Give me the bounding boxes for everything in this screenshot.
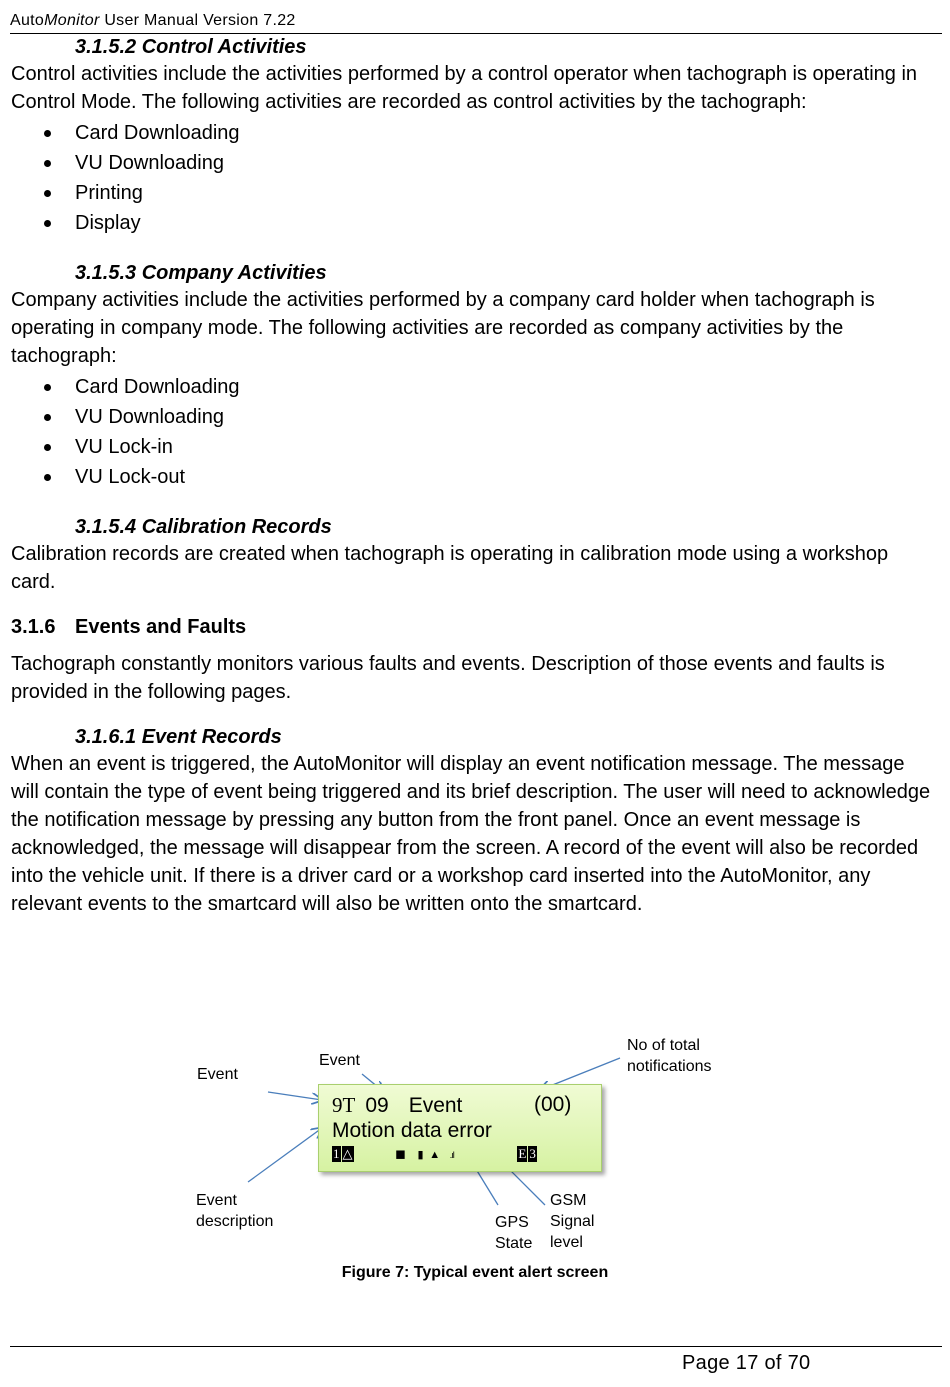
company-activities-text: Company activities include the activities performed by a company card holder when tachograph is operating in company mode. The following activities are recorded as company activities by the tachograph:: [11, 289, 875, 367]
heading-events-and-faults: [11, 614, 936, 640]
speaker-icon: ◼: [395, 1146, 406, 1161]
label-line: description: [196, 1213, 274, 1230]
company-activities-list: [11, 372, 936, 492]
events-faults-text: Tachograph constantly monitors various faults and events. Description of those events and faults is provided in the following pages.: [11, 653, 885, 703]
arrow-event-description: [248, 1128, 322, 1182]
arrow-event-left: [268, 1092, 322, 1100]
figure-caption: Figure 7: Typical event alert screen: [341, 1264, 609, 1281]
event-records-text: When an event is triggered, the AutoMonitor will display an event notification message. The message will contain the type of event being triggered and its brief description. The user will need to acknowledge the notification message by pressing any button from the front panel. Once an event message is acknowledged, the message will disappear from the screen. A record of the event will also be recorded into the vehicle unit. If there is a driver card or a workshop card inserted into the AutoMonitor, any relevant events to the smartcard will also be written onto the smartcard.: [11, 753, 931, 915]
event-description: Motion data error: [332, 1119, 492, 1142]
section-number: 3.1.6: [11, 616, 56, 638]
label-line: level: [550, 1234, 583, 1251]
notification-count: (00): [534, 1093, 572, 1116]
gps-state-icon: ▮: [417, 1149, 424, 1161]
label-line: GSM: [550, 1192, 587, 1209]
card-digit-indicator: 3: [529, 1146, 536, 1161]
heading-company-activities: 3.1.5.3 Company Activities: [75, 262, 327, 284]
list-item: VU Lock-out: [11, 462, 936, 492]
event-type-icon: 9T: [332, 1093, 356, 1117]
event-code: 09: [365, 1094, 389, 1117]
gps-antenna-icon: ▲: [429, 1149, 441, 1161]
lcd-status-line: [332, 1145, 537, 1164]
label-gsm-signal: [550, 1190, 594, 1253]
lcd-event-line: [332, 1093, 462, 1118]
label-total-notifications: [627, 1035, 712, 1077]
list-item: Card Downloading: [11, 118, 936, 148]
brand-prefix: Auto: [10, 12, 45, 29]
page-footer: [10, 1346, 942, 1374]
label-line: State: [495, 1235, 533, 1252]
control-activities-text: Control activities include the activities performed by a control operator when tachograph is operating in Control Mode. The following activities are recorded as control activities by the tachograph:: [11, 63, 918, 113]
calibration-records-text: Calibration records are created when tachograph is operating in calibration mode using a workshop card.: [11, 543, 889, 593]
list-item: VU Downloading: [11, 148, 936, 178]
lcd-screen: [318, 1084, 602, 1172]
brand-italic: Monitor: [44, 12, 100, 29]
control-activities-list: [11, 118, 936, 238]
heading-calibration-records: 3.1.5.4 Calibration Records: [75, 516, 332, 538]
label-line: Signal: [550, 1213, 595, 1230]
label-line: Event: [196, 1192, 237, 1209]
gsm-signal-icon: .ıl: [449, 1150, 454, 1160]
label-gps-state: [495, 1212, 532, 1254]
label-event-left: Event: [197, 1066, 238, 1083]
list-item: Card Downloading: [11, 372, 936, 402]
list-item: VU Lock-in: [11, 432, 936, 462]
document-body: [11, 34, 936, 918]
label-event-top: Event: [319, 1052, 360, 1069]
heading-control-activities: 3.1.5.2 Control Activities: [75, 36, 307, 58]
heading-event-records: 3.1.6.1 Event Records: [75, 726, 282, 748]
label-line: GPS: [495, 1214, 529, 1231]
header-rest: User Manual Version 7.22: [99, 12, 296, 29]
page-number: Page 17 of 70: [682, 1352, 811, 1374]
page-header: [10, 10, 942, 34]
list-item: VU Downloading: [11, 402, 936, 432]
section-title: Events and Faults: [75, 616, 247, 638]
label-line: notifications: [627, 1058, 712, 1075]
list-item: Printing: [11, 178, 936, 208]
card-e-indicator: E: [518, 1146, 527, 1161]
warning-triangle-icon: △: [342, 1146, 353, 1161]
label-line: No of total: [627, 1037, 700, 1054]
event-type: Event: [408, 1094, 463, 1117]
list-item: Display: [11, 208, 936, 238]
slot-indicator: 1: [333, 1146, 340, 1161]
event-alert-figure: [180, 1030, 740, 1290]
label-event-description: [196, 1190, 273, 1232]
